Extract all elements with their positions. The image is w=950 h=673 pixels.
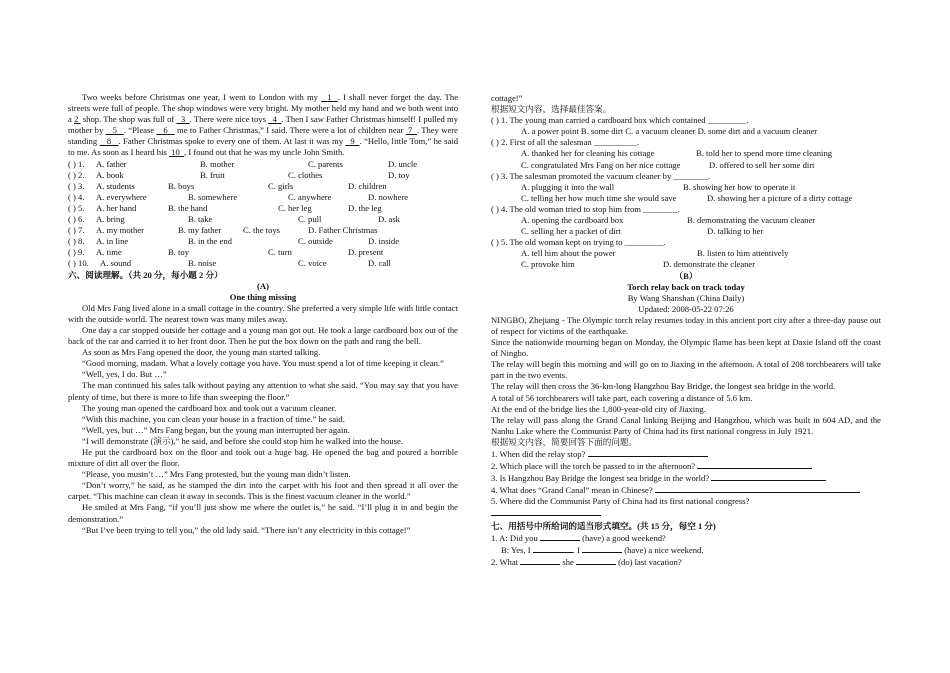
option-row[interactable]: ( ) 10. A. sound B. noise C. voice D. call [68, 258, 391, 269]
paragraph-continued-end: cottage!” [491, 93, 523, 103]
question-stem[interactable]: ( ) 2. First of all the salesman __________. [491, 137, 639, 148]
cloze-text: Two weeks before Christmas one year, I went to London with my [82, 92, 318, 102]
question-stem[interactable]: ( ) 5. The old woman kept on trying to _________. [491, 237, 666, 248]
short-answer-question[interactable]: 5. Where did the Communist Party of China had its first national congress? [491, 496, 750, 507]
option-row[interactable]: ( ) 4. A. everywhere B. somewhere C. anywhere D. nowhere [68, 191, 409, 202]
left-column [68, 92, 458, 536]
cloze-text: . Father Christmas spoke to every one of them. At last it was my [118, 136, 343, 147]
passage-b-title: Torch relay back on track today [627, 281, 745, 292]
passage-b-byline: By Wang Shanshan (China Daily) [627, 292, 745, 303]
passage-a-title: One thing missing [229, 291, 297, 302]
paragraph: The young man opened the cardboard box and took out a vacuum cleaner. [82, 402, 337, 413]
question-stem[interactable]: ( ) 3. The salesman promoted the vacuum cleaner by ________. [491, 170, 710, 181]
paragraph: Since the nationwide mourning began on Monday, the Olympic flame has been kept at Daxie Island off the coast of Ningbo. [491, 337, 881, 359]
cloze-blank-5: 5 [112, 125, 117, 136]
cloze-blank-4: 4 [272, 114, 277, 125]
question-options[interactable]: C. selling her a packet of dirt D. talking to her [521, 226, 764, 237]
passage-b-updated: Updated: 2008-05-22 07:26 [638, 303, 734, 314]
section-heading-reading: 六、阅读理解。（共 20 分，每小题 2 分） [68, 269, 223, 280]
question-stem[interactable]: ( ) 1. The young man carried a cardboard box which contained _________. [491, 115, 749, 126]
paragraph: “Please, you mustn’t …” Mrs Fang protested, but the young man didn’t listen. [82, 469, 351, 480]
question-options[interactable]: A. tell him about the power B. listen to him attentively [521, 248, 789, 259]
passage-b-questions [491, 448, 881, 520]
option-row[interactable]: ( ) 3. A. students B. boys C. girls D. children [68, 180, 387, 191]
question-options[interactable]: C. provoke him D. demonstrate the cleaner [521, 259, 756, 270]
short-answer-line[interactable] [491, 507, 881, 519]
cloze-text: , I found out that he was my uncle John Smith. [184, 147, 345, 158]
paragraph: The man continued his sales talk without paying any attention to what she said. “You may say that you have plenty of time, but there is more to life than sweeping the floor.” [68, 380, 458, 402]
cloze-blank-6: 6 [163, 125, 168, 136]
question-options[interactable]: A. opening the cardboard box B. demonstrating the vacuum cleaner [521, 215, 816, 226]
question-options[interactable]: A. plugging it into the wall B. showing her how to operate it [521, 181, 796, 192]
short-answer-question[interactable]: 1. When did the relay stop? [491, 448, 881, 460]
cloze-text: . “Hello, little Tom,” he said to me. As soon as I heard his [68, 136, 459, 158]
question-options[interactable]: C. congratulated Mrs Fang on her nice cottage D. offered to sell her some dirt [521, 159, 815, 170]
paragraph: “With this machine, you can clean your house in a fraction of time.” he said. [82, 413, 345, 424]
question-stem[interactable]: ( ) 4. The old woman tried to stop him from ________. [491, 203, 680, 214]
grammar-question: 1. A: Did you (have) a good weekend? [491, 532, 666, 543]
option-row[interactable]: ( ) 7. A. my mother B. my father C. the toys D. Father Christmas [68, 225, 378, 236]
paragraph: A total of 56 torchbearers will take part, each covering a distance of 5.6 km. [491, 392, 753, 403]
grammar-blank[interactable] [533, 544, 573, 553]
paragraph: He put the cardboard box on the floor and took out a huge bag. He opened the bag and poured a horrible mixture of dirt all over the floor. [68, 447, 458, 469]
cloze-blank-3: 3 [180, 114, 186, 125]
question-options[interactable]: C. telling her how much time she would save D. showing her a picture of a dirty cottage [521, 192, 853, 203]
question-options[interactable]: A. thanked her for cleaning his cottage B. told her to spend more time cleaning [521, 148, 833, 159]
answer-blank[interactable] [711, 472, 826, 481]
answer-blank[interactable] [697, 460, 812, 469]
paragraph: “Don’t worry,” he said, as he stamped the dirt into the carpet with his foot and then spread it all over the carpet. “This machine can clean it away in seconds. This is the finest vacuum cleaner in the world.” [68, 480, 458, 502]
passage-a-questions [491, 115, 881, 270]
paragraph: As soon as Mrs Fang opened the door, the young man started talking. [82, 347, 321, 358]
option-row[interactable]: ( ) 5. A. her hand B. the hand C. her leg D. the leg [68, 202, 382, 213]
cloze-blank-1: 1 [327, 92, 332, 102]
grammar-question: 2. What she (do) last vacation? [491, 556, 682, 567]
paragraph: NINGBO, Zhejiang - The Olympic torch relay resumes today in this ancient port city after a three-day pause out of respect for victims of the earthquake. [491, 314, 881, 336]
passage-a-label: (A) [257, 280, 269, 291]
paragraph: “Good morning, madam. What a lovely cottage you have. You must spend a lot of time keeping it clean.” [82, 358, 444, 369]
paragraph: One day a car stopped outside her cottage and a young man got out. He took a large cardboard box out of the back of the car and carried it to her front door. Then he put the box down on the path and rang the bell. [68, 324, 458, 347]
cloze-text: me to Father Christmas,” I said. There were a lot of children near [177, 125, 404, 136]
grammar-blank[interactable] [582, 544, 622, 553]
paragraph: Old Mrs Fang lived alone in a small cottage in the country. She preferred a very simple life with little contact with the outside world. The nearest town was many miles away. [68, 302, 458, 324]
grammar-blank[interactable] [520, 556, 560, 565]
passage-b-label: （B） [674, 270, 698, 281]
option-row[interactable]: ( ) 1. A. father B. mother C. parents D. uncle [68, 158, 418, 169]
right-column [491, 93, 881, 568]
cloze-passage [68, 92, 458, 159]
option-row[interactable]: ( ) 2. A. book B. fruit C. clothes D. toy [68, 169, 410, 180]
passage-b-instruction: 根据短文内容，简要回答下面的问题。 [491, 436, 638, 447]
paragraph: The relay will then cross the 36-km-long Hangzhou Bay Bridge, the longest sea bridge in the world. [491, 381, 836, 392]
short-answer-question[interactable]: 3. Is Hangzhou Bay Bridge the longest sea bridge in the world? [491, 472, 881, 484]
paragraph: The relay will begin this morning and will go on to Jiaxing in the afternoon. A total of 208 torchbearers will take part in the two events. [491, 359, 881, 381]
paragraph: “I will demonstrate (演示),” he said, and before she could stop him he walked into the house. [82, 435, 403, 446]
cloze-text: . They were standing [68, 125, 458, 147]
cloze-blank-10: 10 [171, 147, 180, 158]
answer-blank[interactable] [588, 448, 708, 457]
grammar-blank[interactable] [540, 532, 580, 541]
short-answer-question[interactable]: 2. Which place will the torch be passed to in the afternoon? [491, 460, 881, 472]
passage-b-body [491, 315, 881, 437]
question-options[interactable]: A. a power point B. some dirt C. a vacuum cleaner D. some dirt and a vacuum cleaner [521, 126, 818, 137]
section-heading-grammar: 七、用括号中所给词的适当形式填空。(共 15 分，每空 1 分) [491, 520, 716, 531]
cloze-blank-2: 2 [74, 114, 79, 125]
option-row[interactable]: ( ) 9. A. time B. toy C. turn D. present [68, 247, 384, 258]
paragraph: He smiled at Mrs Fang, “if you’ll just show me where the outlet is,” he said. “I’ll plug it in and begin the demonstration.” [68, 502, 458, 524]
cloze-text: . “Please [123, 125, 155, 136]
cloze-text: shop. The shop was full of [82, 114, 175, 125]
passage-a-body [68, 303, 458, 536]
grammar-question: B: Yes, I . I (have) a nice weekend. [501, 544, 704, 555]
option-row[interactable]: ( ) 6. A. bring B. take C. pull D. ask [68, 214, 400, 225]
grammar-blank[interactable] [576, 556, 616, 565]
answer-blank[interactable] [491, 507, 601, 516]
paragraph: The relay will pass along the Grand Canal linking Beijing and Hangzhou, which was built in 604 AD, and the Nanhu Lake where the Communist Party of China had its first national congress in July 1921. [491, 414, 881, 436]
cloze-text: . I shall never forget the day. The streets were full of people. The shop windows were very bright. My mother held my hand and we both went into a [68, 92, 459, 125]
paragraph: At the end of the bridge lies the 1,800-year-old city of Jiaxing. [491, 403, 706, 414]
cloze-blank-9: 9 [350, 136, 355, 147]
cloze-blank-8: 8 [106, 136, 112, 147]
paragraph-continued: “But I’ve been trying to tell you,” the old lady said. “There isn’t any electricity in this cottage!” [82, 524, 411, 535]
cloze-blank-7: 7 [407, 125, 413, 136]
answer-blank[interactable] [655, 484, 860, 493]
cloze-options [68, 159, 458, 270]
option-row[interactable]: ( ) 8. A. in line B. in the end C. outside D. inside [68, 236, 400, 247]
passage-a-instruction: 根据短文内容，选择最佳答案。 [491, 104, 612, 115]
paragraph: “Well, yes, but …” Mrs Fang began, but the young man interrupted her again. [82, 424, 350, 435]
cloze-text: . There were nice toys [189, 114, 266, 125]
paragraph: “Well, yes, I do. But …” [82, 369, 167, 380]
short-answer-question[interactable]: 4. What does “Grand Canal” mean in Chinese? [491, 484, 881, 496]
cloze-text: . Then I saw Father Christmas himself! I pulled my mother by [68, 114, 459, 136]
